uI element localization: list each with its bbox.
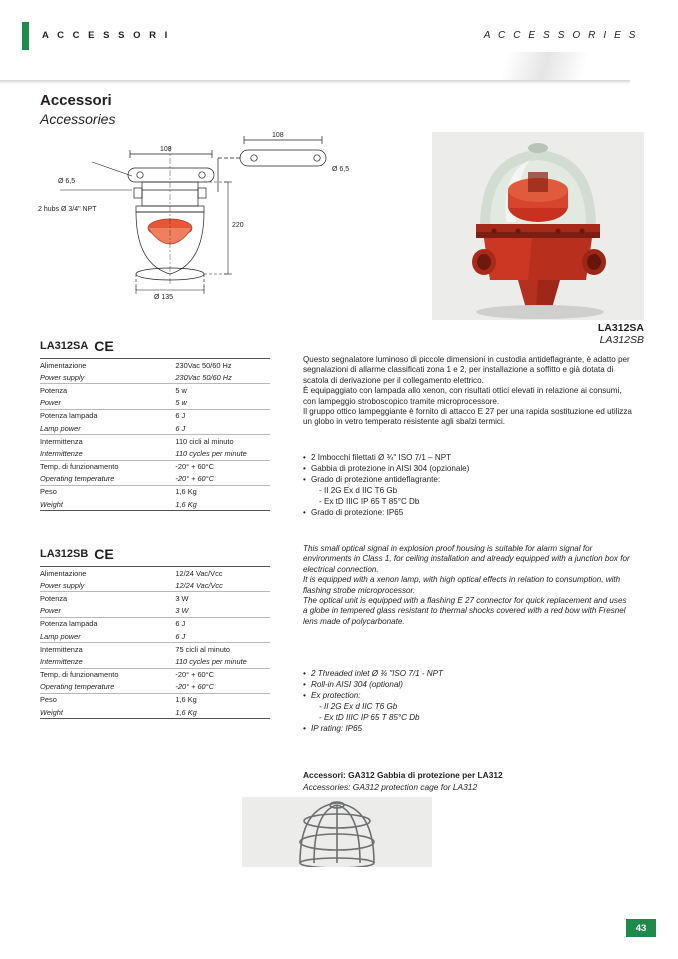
table-row bbox=[40, 409, 270, 422]
spec-label: Alimentazione bbox=[40, 567, 173, 580]
table-row bbox=[40, 384, 270, 397]
page-number-badge: 43 bbox=[626, 919, 656, 937]
spec-value: 6 J bbox=[175, 411, 186, 421]
description-it-p3: Il gruppo ottico lampeggiante è fornito di attacco E 27 per una rapida sostituzione ed utilizza un globo in vetro temperato resistente agli sbalzi termici. bbox=[303, 407, 632, 427]
ce-mark-icon: CE bbox=[94, 546, 114, 562]
spec-label: Intermittenza bbox=[40, 644, 83, 654]
description-it-p1: Questo segnalatore luminoso di piccole dimensioni in custodia antideflagrante, è adatto per segnalazioni di allarme classificati zona 1 e 2, per installazione a soffitto e già dotata di scatola di derivazione per il collegamento elettrico. bbox=[303, 355, 630, 385]
bullets-italian bbox=[303, 452, 633, 518]
table-row bbox=[40, 655, 270, 668]
spec-label: Peso bbox=[40, 487, 57, 497]
green-band-shadow bbox=[0, 80, 630, 84]
table-row bbox=[40, 668, 270, 681]
list-item: • Roll-in AISI 304 (optional) bbox=[303, 679, 633, 690]
table-row bbox=[40, 617, 270, 630]
list-item: • 2 Threaded inlet Ø ¾ "ISO 7/1 - NPT bbox=[303, 668, 633, 679]
table-row bbox=[40, 579, 270, 592]
table-row bbox=[40, 485, 270, 498]
spec-label: Temp. di funzionamento bbox=[40, 462, 119, 472]
spec-model-la312sb: LA312SB bbox=[40, 548, 89, 560]
table-row bbox=[40, 592, 270, 605]
page-title-it: Accessori bbox=[40, 92, 112, 109]
bullets-english bbox=[303, 668, 633, 734]
spec-value: 230Vac 50/60 Hz bbox=[173, 359, 270, 372]
table-row bbox=[40, 605, 270, 618]
product-photo bbox=[432, 132, 644, 320]
spec-value: 6 J bbox=[175, 631, 186, 641]
description-it-p2: È equipaggiato con lampada allo xenon, con risultati ottici elevati in relazione ai consumi, con lampeggio stroboscopico tramite microprocessore. bbox=[303, 386, 622, 406]
table-row bbox=[40, 371, 270, 384]
spec-value: 110 cicli al minuto bbox=[175, 436, 234, 446]
spec-value: -20° + 60°C bbox=[175, 682, 214, 692]
spec-label: Lamp power bbox=[40, 631, 81, 641]
list-item: - Ex tD IIIC IP 65 T 85°C Db bbox=[319, 497, 420, 506]
spec-block-la312sb bbox=[40, 546, 270, 719]
cage-photo bbox=[242, 797, 432, 867]
dim-label-hubs-note: 2 hubs Ø 3/4" NPT bbox=[38, 206, 97, 213]
spec-label: Peso bbox=[40, 695, 57, 705]
spec-table-la312sa bbox=[40, 358, 270, 511]
photo-caption-model-b: LA312SB bbox=[599, 334, 644, 346]
table-row bbox=[40, 643, 270, 656]
technical-drawing-svg bbox=[32, 132, 422, 317]
spec-block-la312sa bbox=[40, 338, 270, 511]
table-row bbox=[40, 473, 270, 486]
cage-caption-it: Accessori: GA312 Gabbia di protezione per LA312 bbox=[303, 770, 503, 780]
spec-value: 12/24 Vac/Vcc bbox=[173, 567, 270, 580]
spec-value: 3 W bbox=[175, 606, 189, 616]
technical-drawing bbox=[32, 132, 422, 317]
spec-label: Weight bbox=[40, 499, 63, 509]
list-item: - Ex tD IIIC IP 65 T 85°C Db bbox=[319, 713, 420, 722]
spec-value: 230Vac 50/60 Hz bbox=[175, 372, 232, 382]
dim-label-diameter: Ø 135 bbox=[154, 294, 174, 301]
table-row bbox=[40, 460, 270, 473]
spec-label: Potenza bbox=[40, 593, 68, 603]
table-row bbox=[40, 422, 270, 435]
header-title-it: A C C E S S O R I bbox=[42, 30, 171, 41]
green-band-tail bbox=[630, 52, 678, 80]
spec-label: Power bbox=[40, 606, 61, 616]
spec-value: 6 J bbox=[175, 423, 186, 433]
header-accent-bar bbox=[22, 22, 29, 50]
dim-label-height: 220 bbox=[232, 222, 244, 229]
spec-value: 110 cycles per minute bbox=[175, 448, 247, 458]
spec-label: Operating temperature bbox=[40, 682, 115, 692]
dim-label-arm-length: 108 bbox=[272, 132, 284, 139]
spec-label: Power supply bbox=[40, 372, 85, 382]
spec-model-la312sa: LA312SA bbox=[40, 340, 89, 352]
spec-label: Temp. di funzionamento bbox=[40, 670, 119, 680]
table-row bbox=[40, 681, 270, 694]
product-photo-svg bbox=[432, 132, 644, 320]
spec-label: Power supply bbox=[40, 580, 85, 590]
list-item: - II 2G Ex d IIC T6 Gb bbox=[319, 702, 398, 711]
spec-value: 1,6 Kg bbox=[175, 707, 197, 717]
description-italian bbox=[303, 355, 633, 428]
spec-value: -20° + 60°C bbox=[175, 670, 214, 680]
spec-value: 1,6 Kg bbox=[175, 487, 197, 497]
dim-label-hole-left: Ø 6,5 bbox=[58, 178, 76, 185]
spec-value: 1,6 Kg bbox=[175, 695, 197, 705]
photo-caption-model-a: LA312SA bbox=[597, 322, 644, 334]
spec-label: Alimentazione bbox=[40, 359, 173, 372]
list-item: • Gabbia di protezione in AISI 304 (opzionale) bbox=[303, 463, 633, 474]
dim-label-plate-length: 108 bbox=[160, 146, 172, 153]
table-row bbox=[40, 359, 270, 372]
spec-value: 12/24 Vac/Vcc bbox=[175, 580, 223, 590]
spec-value: 75 cicli al minuto bbox=[175, 644, 231, 654]
spec-label: Potenza lampada bbox=[40, 619, 98, 629]
list-item: • 2 Imbocchi filettati Ø ¾" ISO 7/1 – NPT bbox=[303, 452, 633, 463]
spec-label: Lamp power bbox=[40, 423, 81, 433]
spec-label: Potenza bbox=[40, 385, 68, 395]
spec-title-la312sa bbox=[40, 338, 270, 354]
table-row bbox=[40, 435, 270, 448]
cage-caption-en: Accessories: GA312 protection cage for LA312 bbox=[303, 782, 478, 792]
list-item: • Ex protection: bbox=[303, 690, 633, 701]
table-row bbox=[40, 498, 270, 511]
spec-value: 110 cycles per minute bbox=[175, 656, 247, 666]
spec-label: Potenza lampada bbox=[40, 411, 98, 421]
table-row bbox=[40, 706, 270, 719]
spec-label: Intermittenze bbox=[40, 656, 83, 666]
description-en-p2: It is equipped with a xenon lamp, with high optical effects in relation to consumption, with flashing strobe microprocessor. bbox=[303, 575, 621, 595]
green-decorative-band bbox=[0, 52, 678, 80]
spec-label: Power bbox=[40, 398, 61, 408]
page-title-en: Accessories bbox=[40, 111, 116, 127]
spec-value: 5 w bbox=[175, 398, 187, 408]
ce-mark-icon: CE bbox=[94, 338, 114, 354]
list-item: • IP rating: IP65 bbox=[303, 723, 633, 734]
table-row bbox=[40, 397, 270, 410]
spec-value: 3 W bbox=[175, 593, 189, 603]
description-english bbox=[303, 544, 633, 627]
spec-value: 6 J bbox=[175, 619, 186, 629]
spec-label: Weight bbox=[40, 707, 63, 717]
spec-label: Operating temperature bbox=[40, 474, 115, 484]
cage-photo-svg bbox=[242, 797, 432, 867]
table-row bbox=[40, 447, 270, 460]
spec-value: 1,6 Kg bbox=[175, 499, 197, 509]
table-row bbox=[40, 693, 270, 706]
header-title-en: A C C E S S O R I E S bbox=[483, 30, 638, 41]
spec-label: Intermittenze bbox=[40, 448, 83, 458]
spec-value: -20° + 60°C bbox=[175, 462, 214, 472]
spec-title-la312sb bbox=[40, 546, 270, 562]
list-item: • Grado di protezione: IP65 bbox=[303, 507, 633, 518]
list-item: - II 2G Ex d IIC T6 Gb bbox=[319, 486, 398, 495]
description-en-p3: The optical unit is equipped with a flashing E 27 connector for quick replacement and uses a globe in tempered glass resistant to thermal shocks covered with a red bow with Fresnel lens made of polycarbonate. bbox=[303, 596, 627, 626]
table-row bbox=[40, 630, 270, 643]
list-item: • Grado di protezione antideflagrante: bbox=[303, 474, 633, 485]
spec-value: -20° + 60°C bbox=[175, 474, 214, 484]
dim-label-hole-right: Ø 6,5 bbox=[332, 166, 350, 173]
table-row bbox=[40, 567, 270, 580]
description-en-p1: This small optical signal in explosion proof housing is suitable for alarm signal for environments in Class 1, for ceiling installation and already equipped with a junction box for electrical connection. bbox=[303, 544, 630, 574]
spec-label: Intermittenza bbox=[40, 436, 83, 446]
spec-value: 5 w bbox=[175, 385, 187, 395]
spec-table-la312sb bbox=[40, 566, 270, 719]
